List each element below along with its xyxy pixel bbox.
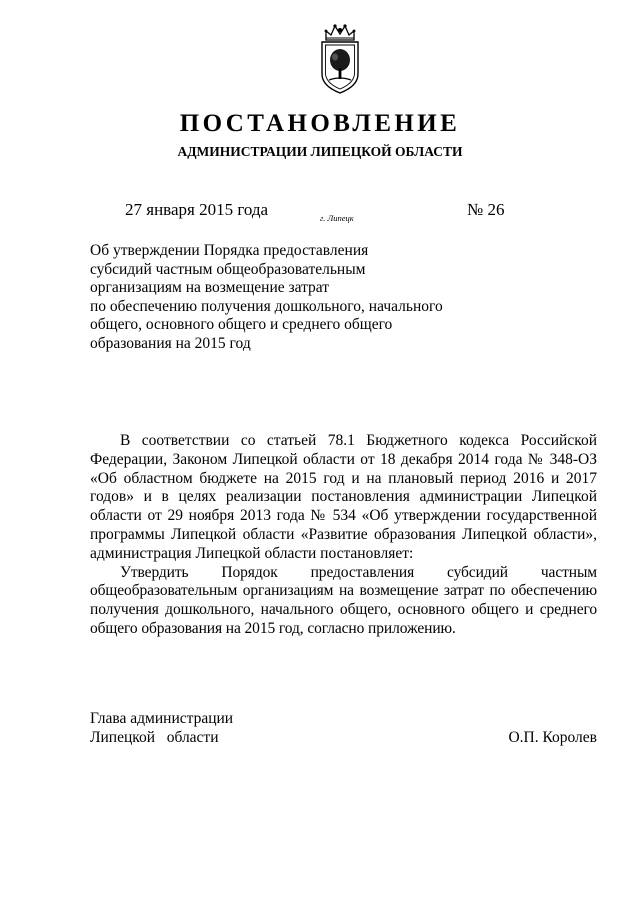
signatory-position-line: Липецкой области xyxy=(90,728,219,746)
document-date: 27 января 2015 года xyxy=(125,200,269,219)
subject-line: образования на 2015 год xyxy=(90,334,251,352)
document-body xyxy=(90,432,597,639)
coat-of-arms-emblem-icon xyxy=(315,22,365,96)
document-number: № 26 xyxy=(467,200,505,219)
signatory-name: О.П. Королев xyxy=(508,729,597,746)
subject-line: общего, основного общего и среднего общего xyxy=(90,316,393,334)
signatory-position xyxy=(90,710,233,748)
document-subject xyxy=(90,242,470,354)
document-city: г. Липецк xyxy=(320,213,354,223)
body-paragraph: В соответствии со статьей 78.1 Бюджетного кодекса Российской Федерации, Законом Липецкой области от 18 декабря 2014 года № 348-ОЗ «Об областном бюджете на 2015 год и на плановый период 2016 и 2017 годов» и в целях реализации постановления администрации Липецкой области от 29 ноября 2013 года № 534 «Об утверждении государственной программы Липецкой области «Развитие образования Липецкой области», администрация Липецкой области постановляет: xyxy=(90,432,597,562)
subject-line: по обеспечению получения дошкольного, начального xyxy=(90,297,443,315)
signatory-position-line: Глава администрации xyxy=(90,710,234,727)
subject-line: субсидий частным общеобразовательным xyxy=(90,260,366,278)
body-paragraph: Утвердить Порядок предоставления субсидий частным общеобразовательным организациям на возмещение затрат по обеспечению получения дошкольного, начального общего, основного общего и среднего общего образования на 2015 год, согласно приложению. xyxy=(90,563,597,637)
document-title: ПОСТАНОВЛЕНИЕ xyxy=(179,110,461,137)
subject-line: организациям на возмещение затрат xyxy=(90,279,330,297)
issuing-authority: АДМИНИСТРАЦИИ ЛИПЕЦКОЙ ОБЛАСТИ xyxy=(177,144,463,159)
subject-line: Об утверждении Порядка предоставления xyxy=(90,242,369,259)
